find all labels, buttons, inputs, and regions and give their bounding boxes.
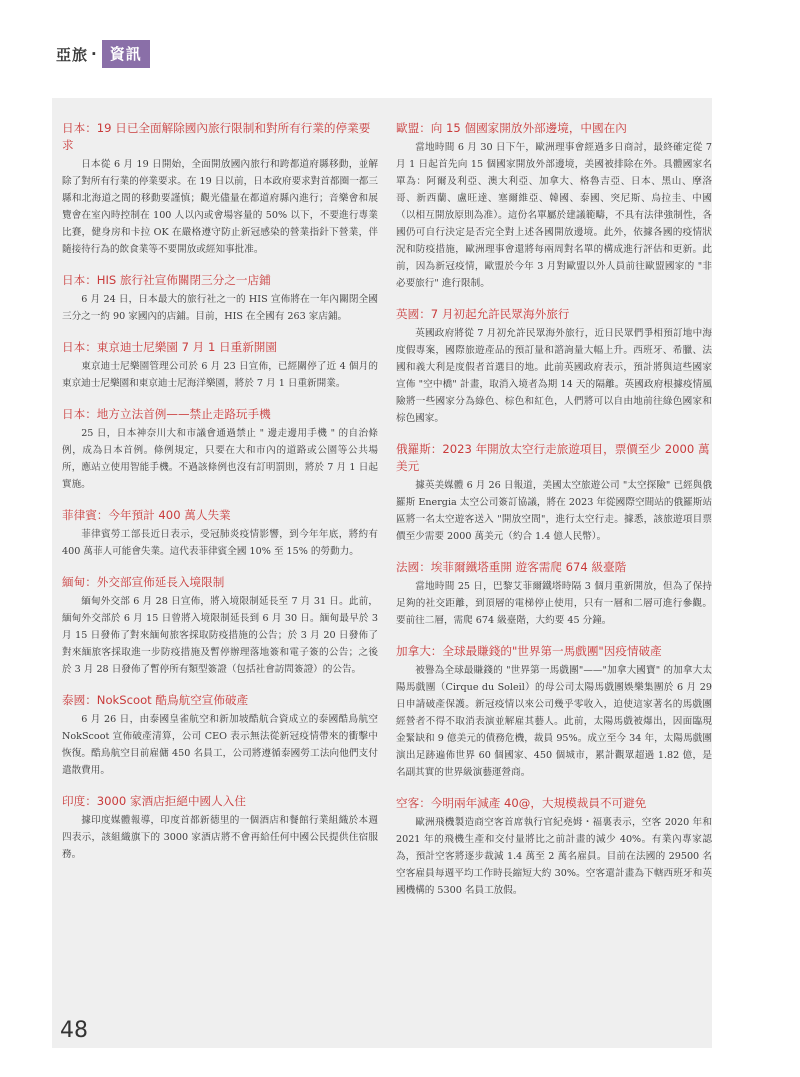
article-headline: 日本：HIS 旅行社宣佈關閉三分之一店鋪 — [62, 273, 271, 287]
article — [62, 574, 378, 678]
article-headline: 空客：今明兩年減產 40@，大規模裁員不可避免 — [396, 796, 647, 810]
article-headline: 菲律賓：今年預計 400 萬人失業 — [62, 508, 231, 522]
article — [396, 559, 712, 629]
article-body: 當地時間 6 月 30 日下午，歐洲理事會經過多日商討，最終確定從 7 月 1 日起首先向 15 個國家開放外部邊境，美國被排除在外。具體國家名單為：阿爾及利亞、澳大利亞、加拿大、格魯吉亞、日本、黑山、摩洛哥、新西蘭、盧旺達、塞爾維亞、韓國、泰國、突尼斯、烏拉圭、中國（以相互開放原則為准）。這份名單屬於建議範疇，不具有法律強制性，各國仍可自行決定是否完全對上述各國開放邊境。此外，依據各國的疫情狀況和防疫措施，歐洲理事會還將每兩周對名單的構成進行評估和更新。此前，因為新冠疫情，歐盟於今年 3 月對歐盟以外人員前往歐盟國家的 "非必要旅行" 進行限制。 — [396, 142, 712, 289]
article — [396, 441, 712, 545]
article-headline: 泰國：NokScoot 酷鳥航空宣佈破產 — [62, 693, 249, 707]
article-headline: 歐盟：向 15 個國家開放外部邊境，中國在內 — [396, 121, 627, 135]
article — [62, 339, 378, 392]
article-body: 6 月 24 日，日本最大的旅行社之一的 HIS 宣佈將在一年內關閉全國三分之一約 90 家國內的店鋪。目前，HIS 在全國有 263 家店鋪。 — [62, 294, 378, 322]
article — [396, 795, 712, 899]
article-body: 據英美媒體 6 月 26 日報道，美國太空旅遊公司 "太空探險" 已經與俄羅斯 Energia 太空公司簽訂協議，將在 2023 年從國際空間站的俄羅斯站區將一名太空遊客送入 "開放空間"，進行太空行走。據悉，該旅遊項目票價至少需要 2000 萬美元（約合 1.4 億人民幣）。 — [396, 480, 712, 542]
article — [62, 406, 378, 493]
article — [62, 272, 378, 325]
article-body: 英國政府將從 7 月初允許民眾海外旅行，近日民眾們爭相預訂地中海度假專案，國際旅遊產品的預訂量和諮詢量大幅上升。西班牙、希臘、法國和義大利是度假者首選目的地。此前英國政府表示，預計將與這些國家宣佈 "空中橋" 計畫，取消入境者為期 14 天的隔離。英國政府根據疫情風險將一些國家分為綠色、棕色和紅色，人們將可以自由地前往綠色國家和棕色國家。 — [396, 328, 712, 424]
article — [62, 120, 378, 258]
section-tag: 資訊 — [102, 40, 150, 68]
article-body: 被譽為全球最賺錢的 "世界第一馬戲團"——"加拿大國寶" 的加拿大太陽馬戲團（Cirque du Soleil）的母公司太陽馬戲團娛樂集團於 6 月 29 日申請破產保護。新冠疫情以來公司幾乎零收入，迫使這家著名的馬戲團經營者不得不取消表演並解雇其藝人。此前，太陽馬戲被爆出，因面臨現金緊缺和 9 億美元的債務危機，裁員 95%。成立至今 34 年，太陽馬戲團演出足跡遍佈世界 60 個國家、450 個城市，累計觀眾超過 1.82 億，是名副其實的世界級演藝運營商。 — [396, 665, 712, 778]
article-body: 菲律賓勞工部長近日表示，受冠肺炎疫情影響，到今年年底，將約有 400 萬菲人可能會失業。這代表菲律賓全國 10% 至 15% 的勞動力。 — [62, 529, 378, 557]
article-headline: 英國：7 月初起允許民眾海外旅行 — [396, 307, 570, 321]
article-body: 歐洲飛機製造商空客首席執行官紀堯姆・福裏表示，空客 2020 年和 2021 年的飛機生產和交付量將比之前計畫的減少 40%。有業內專家認為，預計空客將逐步裁減 1.4 萬至 2 萬名雇員。目前在法國的 29500 名空客雇員每週平均工作時長縮短大約 30%。空客還計畫為下轄西班牙和英國機構的 5300 名員工放假。 — [396, 817, 712, 896]
article-body: 6 月 26 日，由泰國皇雀航空和新加坡酷航合資成立的泰國酷鳥航空 NokScoot 宣佈破產清算，公司 CEO 表示無法從新冠疫情帶來的衝擊中恢復。酷鳥航空目前雇傭 450 名員工，公司將遵循泰國勞工法向他們支付遣散費用。 — [62, 714, 378, 776]
article — [396, 643, 712, 781]
page-header — [56, 40, 150, 68]
article-headline: 法國：埃菲爾鐵塔重開 遊客需爬 674 級臺階 — [396, 560, 627, 574]
header-separator: · — [91, 45, 97, 63]
article — [62, 507, 378, 560]
article-body: 當地時間 25 日，巴黎艾菲爾鐵塔時隔 3 個月重新開放，但為了保持足夠的社交距離，到頂層的電梯停止使用，只有一層和二層可進行參觀。要前往二層，需爬 674 級臺階，大約要 45 分鐘。 — [396, 581, 712, 626]
article-headline: 印度：3000 家酒店拒絕中國人入住 — [62, 794, 246, 808]
article-body: 25 日，日本神奈川大和市議會通過禁止 " 邊走邊用手機 " 的自治條例，成為日本首例。條例規定，只要在大和市內的道路或公園等公共場所，應站立使用智能手機。不過該條例也沒有訂明罰則，將於 7 月 1 日起實施。 — [62, 428, 378, 490]
article-body: 據印度媒體報導，印度首都新德里的一個酒店和餐館行業組織於本週四表示，該組織旗下的 3000 家酒店將不會再給任何中國公民提供住宿服務。 — [62, 815, 378, 860]
article-body: 東京迪士尼樂園管理公司於 6 月 23 日宣佈，已經關停了近 4 個月的東京迪士尼樂園和東京迪士尼海洋樂園，將於 7 月 1 日重新開業。 — [62, 361, 378, 389]
article-headline: 日本：地方立法首例——禁止走路玩手機 — [62, 407, 271, 421]
article-headline: 加拿大：全球最賺錢的"世界第一馬戲團"因疫情破產 — [396, 644, 662, 658]
article-headline: 俄羅斯：2023 年開放太空行走旅遊項目，票價至少 2000 萬美元 — [396, 442, 710, 473]
article-headline: 日本：19 日已全面解除國內旅行限制和對所有行業的停業要求 — [62, 121, 371, 152]
article — [396, 306, 712, 427]
article — [396, 120, 712, 292]
article-body: 緬甸外交部 6 月 28 日宣佈，將入境限制延長至 7 月 31 日。此前，緬甸外交部於 6 月 15 日曾將入境限制延長到 6 月 30 日。緬甸最早於 3 月 15 日發佈了對來緬甸旅客採取防疫措施的公告；於 3 月 20 日發佈了對來緬旅客採取進一步防疫措施及暫停辦理落地簽和電子簽的公告；之後於 3 月 28 日發佈了暫停所有類型簽證（包括社會訪問簽證）的公告。 — [62, 596, 378, 675]
article-body: 日本從 6 月 19 日開始，全面開放國內旅行和跨都道府縣移動，並解除了對所有行業的停業要求。在 19 日以前，日本政府要求對首都圈一都三縣和北海道之間的移動要謹慎；觀光儘量在都道府縣內進行；音樂會和展覽會在室內時控制在 100 人以內或會場容量的 50% 以下，不要進行專業比賽，健身房和卡拉 OK 在嚴格遵守防止新冠感染的營業指針下營業，伴隨接待行為的飲食業等不要開放或經知事批准。 — [62, 159, 378, 255]
page-number: 48 — [60, 1018, 88, 1043]
article-headline: 日本：東京迪士尼樂園 7 月 1 日重新開園 — [62, 340, 277, 354]
left-column — [62, 120, 378, 877]
brand-name: 亞旅 — [56, 45, 89, 64]
article-headline: 緬甸：外交部宣佈延長入境限制 — [62, 575, 225, 589]
article — [62, 793, 378, 863]
right-column — [396, 120, 712, 913]
article — [62, 692, 378, 779]
